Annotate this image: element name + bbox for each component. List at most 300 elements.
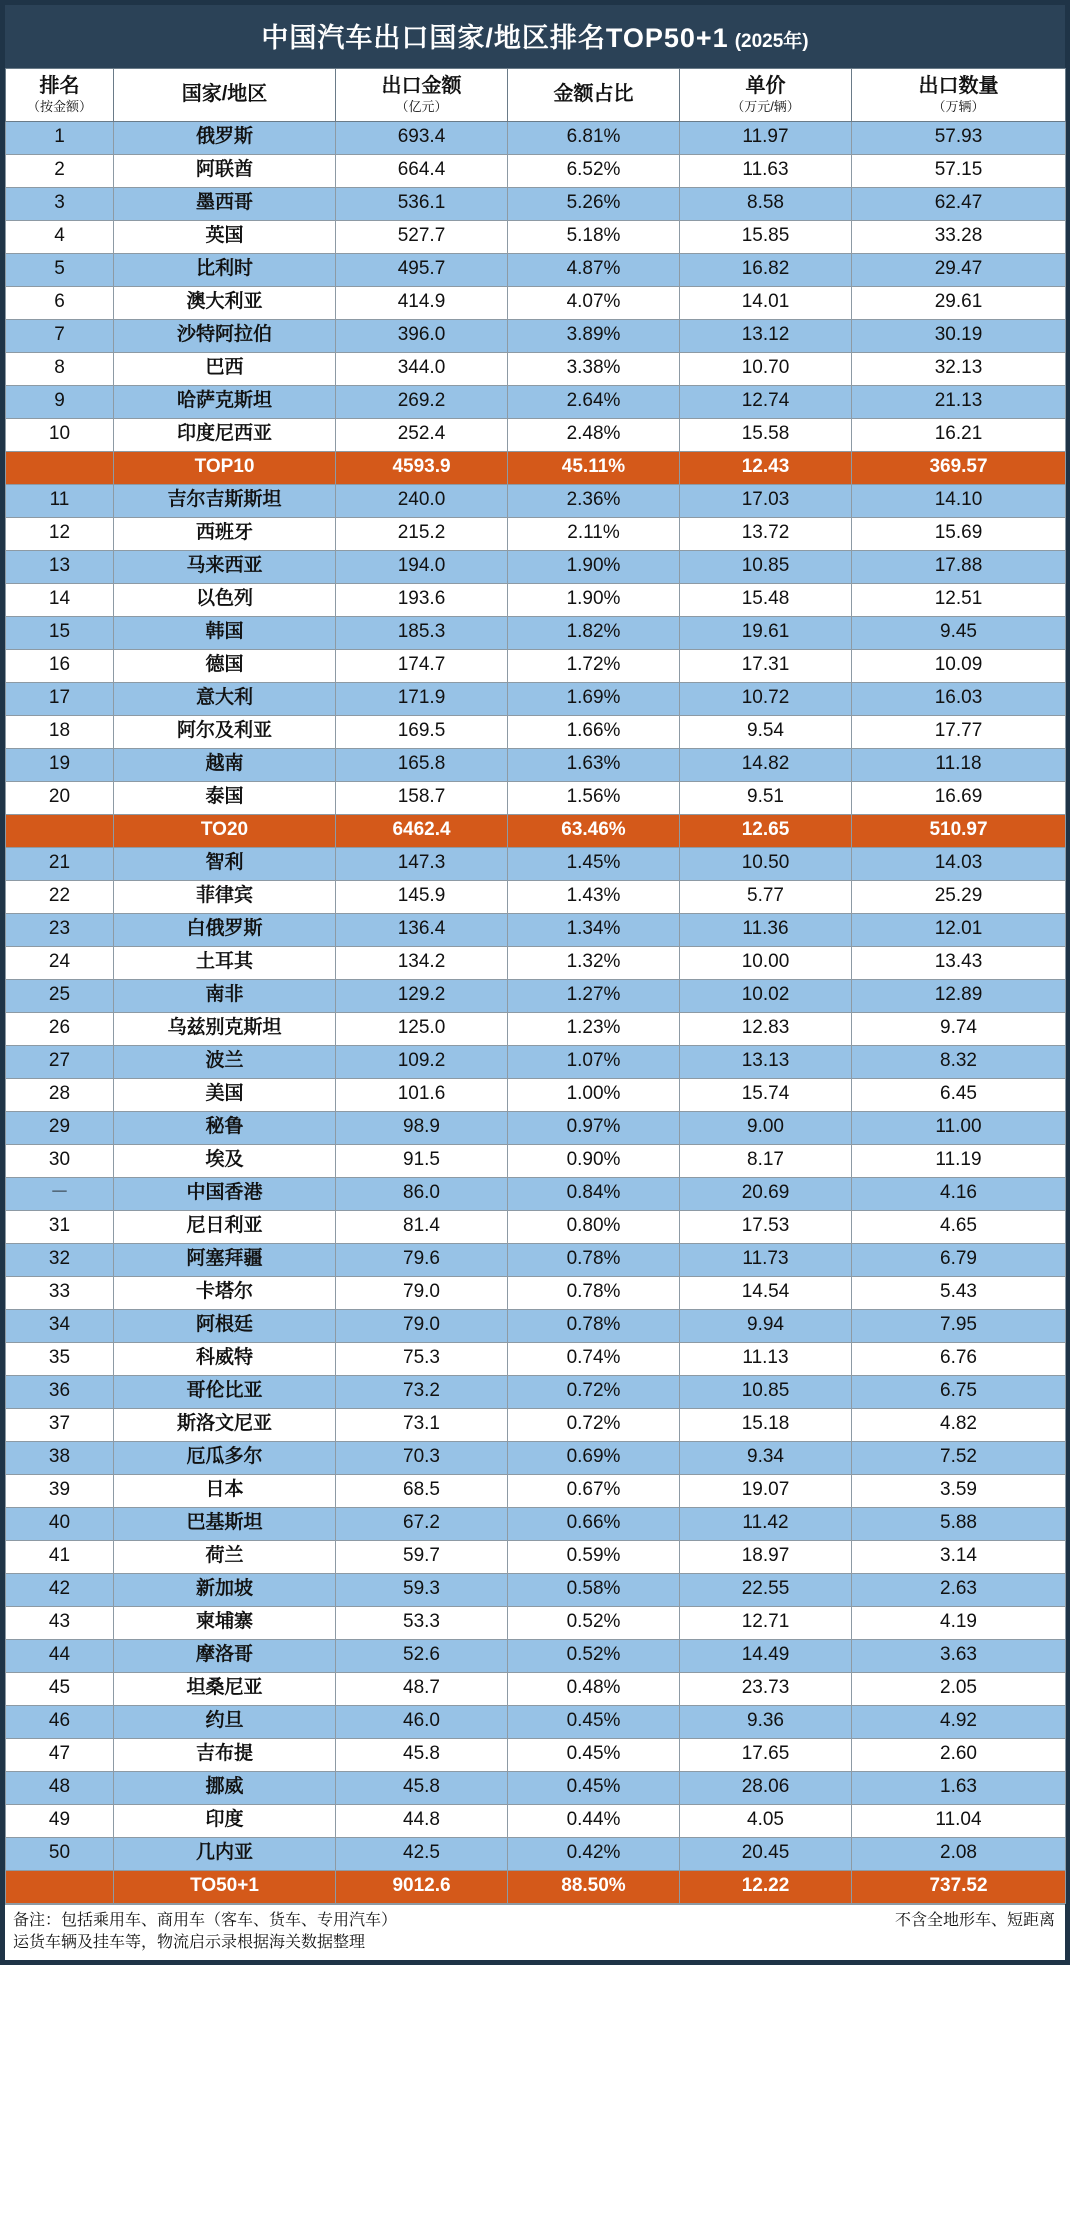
cell-country: 德国: [114, 649, 336, 682]
cell-quantity: 30.19: [852, 319, 1066, 352]
cell-quantity: 6.45: [852, 1078, 1066, 1111]
cell-rank: 34: [6, 1309, 114, 1342]
column-header-amount-unit: （亿元）: [395, 99, 448, 114]
cell-country: 越南: [114, 748, 336, 781]
table-row: [6, 781, 1066, 814]
cell-country: 几内亚: [114, 1837, 336, 1870]
cell-rank: 40: [6, 1507, 114, 1540]
cell-unit-price: 9.51: [680, 781, 852, 814]
cell-country: 南非: [114, 979, 336, 1012]
cell-amount: 45.8: [336, 1771, 508, 1804]
cell-rank: 17: [6, 682, 114, 715]
cell-amount: 45.8: [336, 1738, 508, 1771]
cell-share: 1.90%: [508, 583, 680, 616]
cell-country: 马来西亚: [114, 550, 336, 583]
table-row: [6, 1078, 1066, 1111]
cell-country: 秘鲁: [114, 1111, 336, 1144]
cell-share: 0.52%: [508, 1606, 680, 1639]
table-row: [6, 1804, 1066, 1837]
table-body: [6, 121, 1066, 1903]
cell-unit-price: 9.54: [680, 715, 852, 748]
column-header-quantity: [852, 69, 1066, 122]
cell-unit-price: 4.05: [680, 1804, 852, 1837]
cell-country: 印度: [114, 1804, 336, 1837]
cell-unit-price: 11.97: [680, 121, 852, 154]
cell-unit-price: 15.48: [680, 583, 852, 616]
table-row-summary: [6, 1870, 1066, 1903]
cell-quantity: 7.52: [852, 1441, 1066, 1474]
table-row: [6, 1375, 1066, 1408]
table-row: [6, 352, 1066, 385]
cell-share: 1.23%: [508, 1012, 680, 1045]
cell-unit-price: 14.82: [680, 748, 852, 781]
column-header-amount-label: 出口金额: [381, 75, 462, 97]
cell-share: 0.72%: [508, 1375, 680, 1408]
table-row-summary: [6, 814, 1066, 847]
cell-amount: 52.6: [336, 1639, 508, 1672]
cell-unit-price: 17.53: [680, 1210, 852, 1243]
cell-quantity: 12.89: [852, 979, 1066, 1012]
cell-rank: 37: [6, 1408, 114, 1441]
cell-quantity: 3.14: [852, 1540, 1066, 1573]
cell-country: 白俄罗斯: [114, 913, 336, 946]
cell-unit-price: 14.54: [680, 1276, 852, 1309]
cell-share: 45.11%: [508, 451, 680, 484]
cell-amount: 344.0: [336, 352, 508, 385]
cell-amount: 171.9: [336, 682, 508, 715]
export-ranking-table: [5, 68, 1066, 1904]
cell-share: 0.84%: [508, 1177, 680, 1210]
table-row: [6, 1837, 1066, 1870]
cell-share: 1.82%: [508, 616, 680, 649]
cell-amount: 169.5: [336, 715, 508, 748]
cell-country: 挪威: [114, 1771, 336, 1804]
cell-unit-price: 9.34: [680, 1441, 852, 1474]
cell-rank: 26: [6, 1012, 114, 1045]
cell-amount: 67.2: [336, 1507, 508, 1540]
column-header-quantity-unit: （万辆）: [932, 99, 985, 114]
cell-unit-price: 17.03: [680, 484, 852, 517]
cell-amount: 48.7: [336, 1672, 508, 1705]
cell-unit-price: 20.69: [680, 1177, 852, 1210]
cell-country: 尼日利亚: [114, 1210, 336, 1243]
cell-quantity: 4.19: [852, 1606, 1066, 1639]
cell-country: 约旦: [114, 1705, 336, 1738]
table-row: [6, 1276, 1066, 1309]
table-row: [6, 715, 1066, 748]
cell-country: 日本: [114, 1474, 336, 1507]
cell-amount: 46.0: [336, 1705, 508, 1738]
cell-quantity: 4.92: [852, 1705, 1066, 1738]
cell-rank: 23: [6, 913, 114, 946]
cell-rank: 7: [6, 319, 114, 352]
cell-rank: 33: [6, 1276, 114, 1309]
cell-country: 菲律宾: [114, 880, 336, 913]
cell-rank: 38: [6, 1441, 114, 1474]
cell-share: 0.52%: [508, 1639, 680, 1672]
table-row: [6, 154, 1066, 187]
table-row: [6, 616, 1066, 649]
cell-amount: 193.6: [336, 583, 508, 616]
cell-unit-price: 10.85: [680, 550, 852, 583]
footnote-line-2: 运货车辆及挂车等，物流启示录根据海关数据整理: [13, 1933, 366, 1951]
cell-country: 新加坡: [114, 1573, 336, 1606]
cell-rank: 25: [6, 979, 114, 1012]
cell-amount: 75.3: [336, 1342, 508, 1375]
table-header: [6, 69, 1066, 122]
cell-quantity: 5.43: [852, 1276, 1066, 1309]
cell-quantity: 16.03: [852, 682, 1066, 715]
cell-amount: 91.5: [336, 1144, 508, 1177]
cell-rank: 19: [6, 748, 114, 781]
table-row: [6, 1177, 1066, 1210]
cell-country: TO50+1: [114, 1870, 336, 1903]
cell-quantity: 9.45: [852, 616, 1066, 649]
cell-share: 0.67%: [508, 1474, 680, 1507]
cell-unit-price: 12.65: [680, 814, 852, 847]
cell-country: 美国: [114, 1078, 336, 1111]
table-row: [6, 517, 1066, 550]
column-header-share: [508, 69, 680, 122]
cell-country: 阿尔及利亚: [114, 715, 336, 748]
cell-amount: 240.0: [336, 484, 508, 517]
cell-quantity: 8.32: [852, 1045, 1066, 1078]
cell-share: 0.42%: [508, 1837, 680, 1870]
cell-unit-price: 20.45: [680, 1837, 852, 1870]
cell-amount: 81.4: [336, 1210, 508, 1243]
cell-country: 土耳其: [114, 946, 336, 979]
cell-unit-price: 13.72: [680, 517, 852, 550]
cell-share: 0.97%: [508, 1111, 680, 1144]
cell-rank: 10: [6, 418, 114, 451]
cell-amount: 414.9: [336, 286, 508, 319]
cell-rank: 13: [6, 550, 114, 583]
table-row: [6, 1309, 1066, 1342]
cell-unit-price: 14.01: [680, 286, 852, 319]
cell-unit-price: 22.55: [680, 1573, 852, 1606]
cell-amount: 79.0: [336, 1309, 508, 1342]
cell-share: 0.80%: [508, 1210, 680, 1243]
cell-share: 0.48%: [508, 1672, 680, 1705]
cell-unit-price: 17.31: [680, 649, 852, 682]
table-row: [6, 418, 1066, 451]
cell-amount: 79.0: [336, 1276, 508, 1309]
cell-rank: 4: [6, 220, 114, 253]
cell-unit-price: 13.12: [680, 319, 852, 352]
cell-share: 5.26%: [508, 187, 680, 220]
column-header-share-label: 金额占比: [553, 83, 634, 106]
cell-rank: 9: [6, 385, 114, 418]
cell-unit-price: 8.17: [680, 1144, 852, 1177]
cell-unit-price: 12.22: [680, 1870, 852, 1903]
table-row: [6, 1606, 1066, 1639]
table-row: [6, 286, 1066, 319]
cell-quantity: 3.63: [852, 1639, 1066, 1672]
cell-amount: 145.9: [336, 880, 508, 913]
cell-rank: 43: [6, 1606, 114, 1639]
cell-rank: 8: [6, 352, 114, 385]
cell-rank: [6, 451, 114, 484]
cell-quantity: 57.93: [852, 121, 1066, 154]
column-header-quantity-label: 出口数量: [918, 75, 999, 97]
cell-share: 5.18%: [508, 220, 680, 253]
cell-quantity: 6.76: [852, 1342, 1066, 1375]
cell-rank: 3: [6, 187, 114, 220]
table-row: [6, 385, 1066, 418]
cell-country: 巴西: [114, 352, 336, 385]
cell-country: 科威特: [114, 1342, 336, 1375]
cell-country: 吉尔吉斯斯坦: [114, 484, 336, 517]
column-header-rank-unit: （按金额）: [26, 99, 92, 114]
table-row: [6, 682, 1066, 715]
cell-quantity: 17.88: [852, 550, 1066, 583]
table-row: [6, 1441, 1066, 1474]
table-row: [6, 1705, 1066, 1738]
cell-amount: 98.9: [336, 1111, 508, 1144]
cell-share: 4.07%: [508, 286, 680, 319]
cell-quantity: 7.95: [852, 1309, 1066, 1342]
cell-share: 0.45%: [508, 1738, 680, 1771]
cell-rank: 45: [6, 1672, 114, 1705]
cell-unit-price: 13.13: [680, 1045, 852, 1078]
cell-unit-price: 23.73: [680, 1672, 852, 1705]
cell-amount: 269.2: [336, 385, 508, 418]
column-header-unit-price: [680, 69, 852, 122]
cell-country: 西班牙: [114, 517, 336, 550]
cell-amount: 59.3: [336, 1573, 508, 1606]
cell-rank: 44: [6, 1639, 114, 1672]
cell-amount: 174.7: [336, 649, 508, 682]
column-header-amount: [336, 69, 508, 122]
cell-share: 1.43%: [508, 880, 680, 913]
cell-amount: 536.1: [336, 187, 508, 220]
cell-rank: 22: [6, 880, 114, 913]
cell-rank: 50: [6, 1837, 114, 1870]
cell-country: 斯洛文尼亚: [114, 1408, 336, 1441]
cell-amount: 70.3: [336, 1441, 508, 1474]
cell-quantity: 33.28: [852, 220, 1066, 253]
table-row: [6, 1045, 1066, 1078]
cell-amount: 215.2: [336, 517, 508, 550]
cell-rank: －: [6, 1177, 114, 1210]
cell-amount: 4593.9: [336, 451, 508, 484]
cell-amount: 664.4: [336, 154, 508, 187]
table-row: [6, 847, 1066, 880]
table-row: [6, 1771, 1066, 1804]
cell-unit-price: 11.63: [680, 154, 852, 187]
table-row: [6, 583, 1066, 616]
cell-rank: 2: [6, 154, 114, 187]
table-row: [6, 1111, 1066, 1144]
cell-quantity: 11.19: [852, 1144, 1066, 1177]
cell-country: 哥伦比亚: [114, 1375, 336, 1408]
cell-share: 1.00%: [508, 1078, 680, 1111]
cell-quantity: 369.57: [852, 451, 1066, 484]
cell-share: 0.74%: [508, 1342, 680, 1375]
title-main-text: 中国汽车出口国家/地区排名TOP50+1: [261, 23, 729, 53]
cell-unit-price: 10.72: [680, 682, 852, 715]
cell-rank: 30: [6, 1144, 114, 1177]
cell-country: 意大利: [114, 682, 336, 715]
table-row: [6, 913, 1066, 946]
cell-share: 0.44%: [508, 1804, 680, 1837]
cell-share: 1.90%: [508, 550, 680, 583]
cell-amount: 495.7: [336, 253, 508, 286]
cell-country: 摩洛哥: [114, 1639, 336, 1672]
cell-unit-price: 15.74: [680, 1078, 852, 1111]
cell-unit-price: 19.61: [680, 616, 852, 649]
cell-share: 1.72%: [508, 649, 680, 682]
cell-quantity: 11.18: [852, 748, 1066, 781]
table-row: [6, 748, 1066, 781]
cell-share: 3.38%: [508, 352, 680, 385]
footnote: [5, 1904, 1065, 1960]
cell-country: 沙特阿拉伯: [114, 319, 336, 352]
cell-amount: 86.0: [336, 1177, 508, 1210]
table-row: [6, 1672, 1066, 1705]
cell-amount: 101.6: [336, 1078, 508, 1111]
cell-share: 63.46%: [508, 814, 680, 847]
table-header-row: [6, 69, 1066, 122]
cell-rank: [6, 1870, 114, 1903]
table-row: [6, 1738, 1066, 1771]
cell-unit-price: 16.82: [680, 253, 852, 286]
cell-quantity: 12.01: [852, 913, 1066, 946]
table-row: [6, 946, 1066, 979]
cell-quantity: 737.52: [852, 1870, 1066, 1903]
cell-quantity: 4.16: [852, 1177, 1066, 1210]
cell-quantity: 15.69: [852, 517, 1066, 550]
cell-quantity: 5.88: [852, 1507, 1066, 1540]
cell-quantity: 6.75: [852, 1375, 1066, 1408]
cell-country: 厄瓜多尔: [114, 1441, 336, 1474]
cell-share: 1.63%: [508, 748, 680, 781]
cell-unit-price: 11.42: [680, 1507, 852, 1540]
page-title: [5, 5, 1065, 68]
cell-country: 泰国: [114, 781, 336, 814]
cell-rank: 1: [6, 121, 114, 154]
cell-amount: 693.4: [336, 121, 508, 154]
cell-unit-price: 12.74: [680, 385, 852, 418]
cell-quantity: 4.82: [852, 1408, 1066, 1441]
cell-amount: 9012.6: [336, 1870, 508, 1903]
cell-amount: 53.3: [336, 1606, 508, 1639]
cell-unit-price: 9.00: [680, 1111, 852, 1144]
cell-unit-price: 19.07: [680, 1474, 852, 1507]
cell-amount: 396.0: [336, 319, 508, 352]
table-row: [6, 319, 1066, 352]
cell-share: 0.90%: [508, 1144, 680, 1177]
table-row: [6, 1408, 1066, 1441]
table-row: [6, 649, 1066, 682]
cell-rank: 27: [6, 1045, 114, 1078]
cell-share: 0.45%: [508, 1705, 680, 1738]
cell-share: 2.48%: [508, 418, 680, 451]
cell-quantity: 2.05: [852, 1672, 1066, 1705]
cell-unit-price: 10.70: [680, 352, 852, 385]
cell-amount: 42.5: [336, 1837, 508, 1870]
cell-quantity: 6.79: [852, 1243, 1066, 1276]
cell-rank: 14: [6, 583, 114, 616]
cell-unit-price: 9.94: [680, 1309, 852, 1342]
cell-rank: 21: [6, 847, 114, 880]
cell-amount: 6462.4: [336, 814, 508, 847]
cell-country: 印度尼西亚: [114, 418, 336, 451]
cell-share: 0.69%: [508, 1441, 680, 1474]
cell-share: 4.87%: [508, 253, 680, 286]
cell-quantity: 510.97: [852, 814, 1066, 847]
cell-share: 1.69%: [508, 682, 680, 715]
cell-country: TO20: [114, 814, 336, 847]
table-row: [6, 1540, 1066, 1573]
cell-country: TOP10: [114, 451, 336, 484]
cell-rank: 28: [6, 1078, 114, 1111]
table-row: [6, 1507, 1066, 1540]
cell-rank: 24: [6, 946, 114, 979]
cell-country: 比利时: [114, 253, 336, 286]
cell-unit-price: 15.18: [680, 1408, 852, 1441]
cell-country: 阿根廷: [114, 1309, 336, 1342]
cell-share: 1.56%: [508, 781, 680, 814]
cell-share: 2.36%: [508, 484, 680, 517]
cell-share: 1.27%: [508, 979, 680, 1012]
cell-quantity: 17.77: [852, 715, 1066, 748]
cell-rank: 39: [6, 1474, 114, 1507]
cell-country: 阿塞拜疆: [114, 1243, 336, 1276]
cell-amount: 147.3: [336, 847, 508, 880]
cell-unit-price: 10.02: [680, 979, 852, 1012]
table-row: [6, 1210, 1066, 1243]
cell-amount: 194.0: [336, 550, 508, 583]
cell-unit-price: 8.58: [680, 187, 852, 220]
cell-quantity: 9.74: [852, 1012, 1066, 1045]
cell-quantity: 21.13: [852, 385, 1066, 418]
cell-share: 1.45%: [508, 847, 680, 880]
cell-amount: 59.7: [336, 1540, 508, 1573]
cell-unit-price: 12.83: [680, 1012, 852, 1045]
cell-rank: 42: [6, 1573, 114, 1606]
cell-unit-price: 12.71: [680, 1606, 852, 1639]
cell-rank: 31: [6, 1210, 114, 1243]
cell-rank: 35: [6, 1342, 114, 1375]
cell-rank: 32: [6, 1243, 114, 1276]
cell-amount: 79.6: [336, 1243, 508, 1276]
table-row: [6, 1243, 1066, 1276]
cell-amount: 185.3: [336, 616, 508, 649]
cell-rank: 11: [6, 484, 114, 517]
cell-rank: 15: [6, 616, 114, 649]
cell-amount: 134.2: [336, 946, 508, 979]
table-row: [6, 550, 1066, 583]
title-year-text: (2025年): [734, 31, 809, 52]
table-row: [6, 1012, 1066, 1045]
cell-share: 2.11%: [508, 517, 680, 550]
cell-share: 88.50%: [508, 1870, 680, 1903]
cell-country: 埃及: [114, 1144, 336, 1177]
cell-country: 坦桑尼亚: [114, 1672, 336, 1705]
cell-country: 荷兰: [114, 1540, 336, 1573]
column-header-rank: [6, 69, 114, 122]
column-header-unit-price-label: 单价: [745, 75, 786, 97]
cell-unit-price: 5.77: [680, 880, 852, 913]
table-row: [6, 121, 1066, 154]
cell-share: 1.34%: [508, 913, 680, 946]
cell-amount: 252.4: [336, 418, 508, 451]
table-row: [6, 484, 1066, 517]
footnote-right-text: 不含全地形车、短距离: [894, 1911, 1055, 1929]
cell-rank: [6, 814, 114, 847]
cell-share: 0.78%: [508, 1276, 680, 1309]
